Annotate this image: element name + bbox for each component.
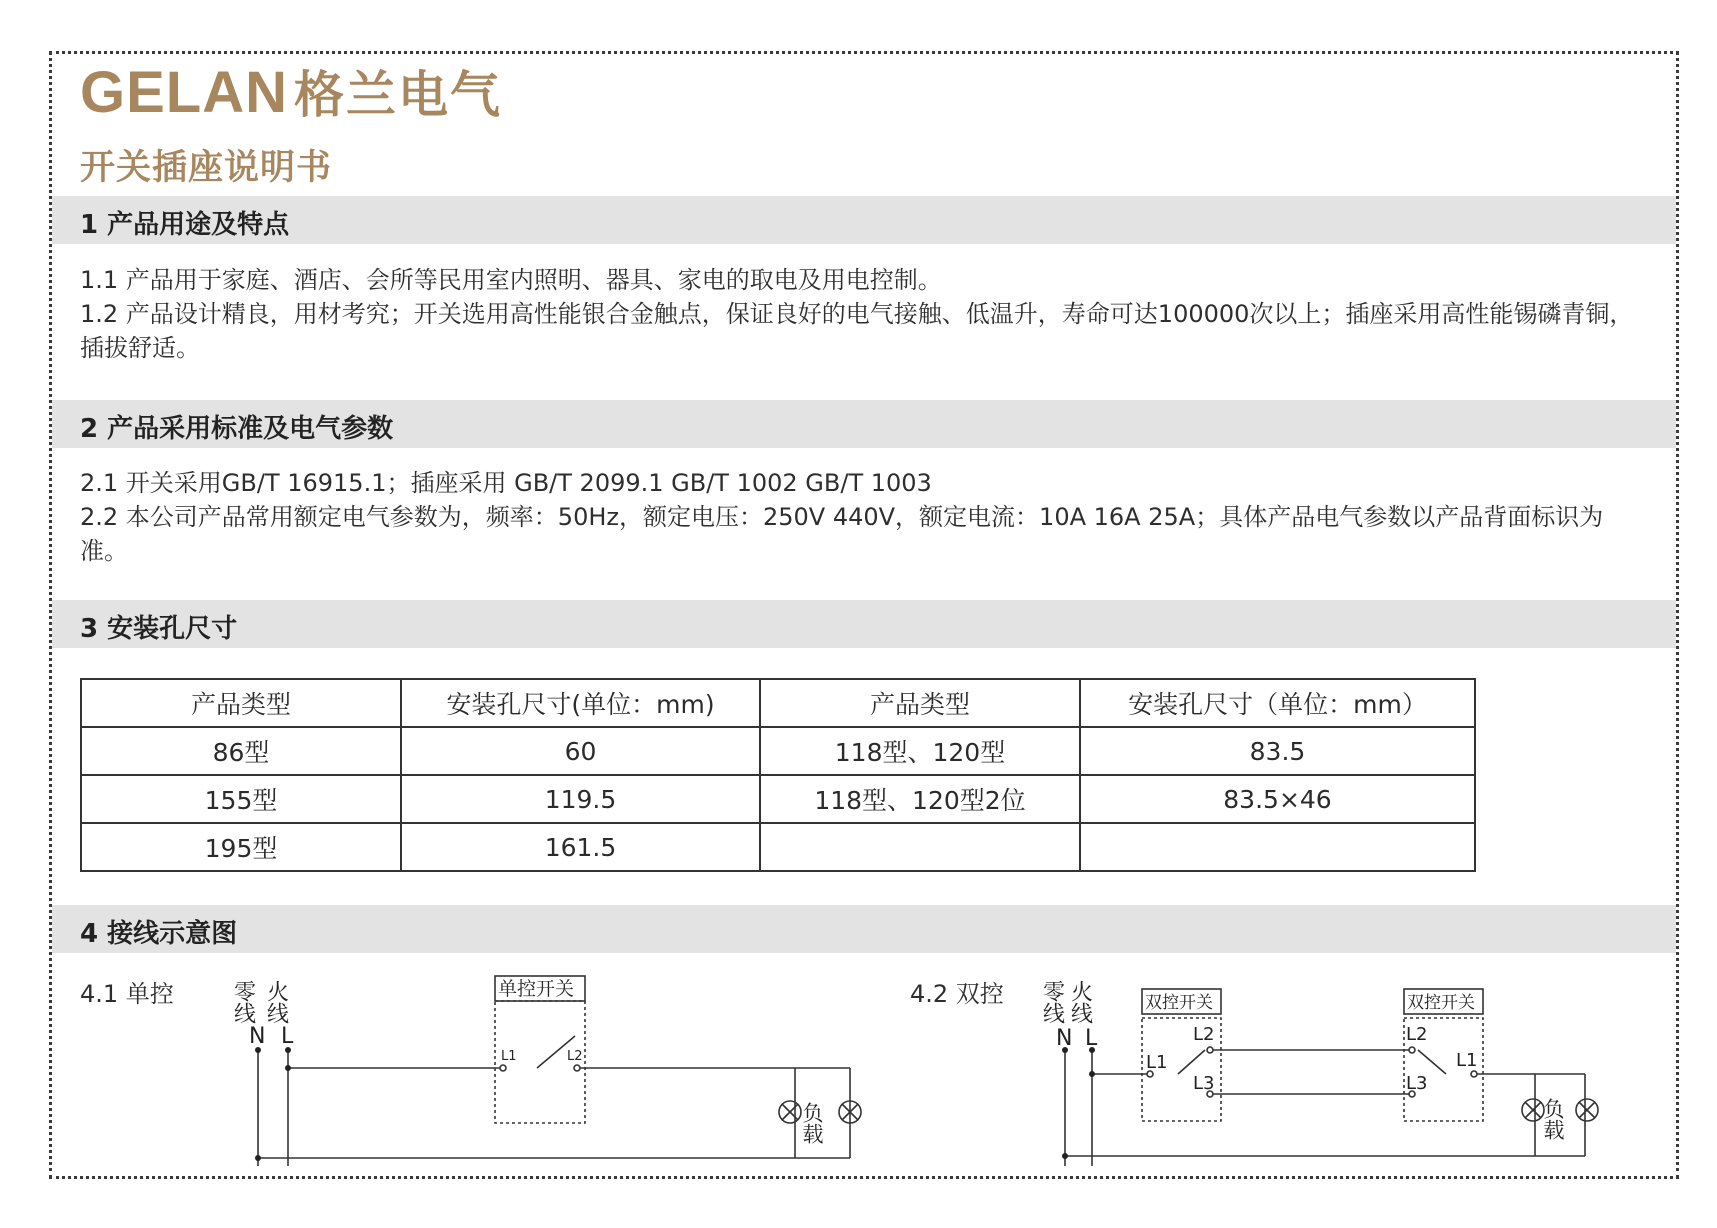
switch-terminal-l2: L2	[567, 1049, 583, 1064]
single-switch-label: 单控开关	[498, 978, 575, 1000]
table-cell: 83.5	[1080, 727, 1475, 775]
double-switch-label-left: 双控开关	[1145, 993, 1213, 1013]
table-header-cell: 安装孔尺寸（单位：mm）	[1080, 679, 1475, 727]
table-cell: 161.5	[401, 823, 760, 871]
terminal-dot	[500, 1065, 506, 1071]
double-control-caption: 4.2 双控	[910, 980, 1004, 1008]
live-terminal-label: L	[1085, 1026, 1098, 1051]
left-switch-l1: L1	[1146, 1052, 1168, 1073]
left-switch-l3: L3	[1193, 1073, 1215, 1094]
junction-dot	[1062, 1153, 1068, 1159]
left-switch-l2: L2	[1193, 1024, 1215, 1045]
double-switch-blade-right	[1418, 1050, 1446, 1074]
section-1-heading: 1 产品用途及特点	[80, 210, 290, 240]
right-switch-l2: L2	[1406, 1024, 1428, 1045]
section-2-line-2: 2.2 本公司产品常用额定电气参数为，频率：50Hz，额定电压：250V 440V，额定电流：10A 16A 25A；具体产品电气参数以产品背面标识为准。	[80, 503, 1604, 565]
live-wire-label: 火线	[263, 980, 289, 1024]
table-cell: 60	[401, 727, 760, 775]
double-switch-label-right: 双控开关	[1407, 993, 1475, 1013]
load-label: 负载	[1541, 1098, 1565, 1140]
terminal-dot	[1409, 1047, 1415, 1053]
load-label: 负载	[800, 1102, 824, 1144]
table-header-cell: 安装孔尺寸(单位：mm)	[401, 679, 760, 727]
junction-dot	[255, 1155, 261, 1161]
right-switch-l1: L1	[1456, 1050, 1478, 1071]
terminal-dot	[574, 1065, 580, 1071]
right-switch-l3: L3	[1406, 1073, 1428, 1094]
table-cell: 118型、120型	[760, 727, 1080, 775]
table-cell: 119.5	[401, 775, 760, 823]
single-control-caption: 4.1 单控	[80, 980, 174, 1008]
section-2-heading: 2 产品采用标准及电气参数	[80, 414, 394, 444]
terminal-dot	[1471, 1071, 1477, 1077]
table-header-cell: 产品类型	[81, 679, 401, 727]
junction-dot	[285, 1065, 291, 1071]
brand-latin: GELAN	[80, 60, 288, 125]
terminal-dot	[1207, 1047, 1213, 1053]
live-wire-label: 火线	[1067, 980, 1093, 1024]
section-1-line-2: 1.2 产品设计精良，用材考究；开关选用高性能银合金触点，保证良好的电气接触、低温升，寿命可达100000次以上；插座采用高性能锡磷青铜，插拔舒适。	[80, 300, 1634, 362]
neutral-wire-label: 零线	[1039, 980, 1065, 1024]
table-header-cell: 产品类型	[760, 679, 1080, 727]
table-cell: 195型	[81, 823, 401, 871]
neutral-terminal-label: N	[1056, 1026, 1073, 1051]
section-2-line-1: 2.1 开关采用GB/T 16915.1；插座采用 GB/T 2099.1 GB/T 1002 GB/T 1003	[80, 469, 932, 497]
table-cell: 155型	[81, 775, 401, 823]
section-4-heading: 4 接线示意图	[80, 919, 238, 949]
neutral-wire-label: 零线	[230, 980, 256, 1024]
section-3-heading: 3 安装孔尺寸	[80, 614, 238, 644]
double-switch-blade-left	[1178, 1050, 1205, 1074]
table-cell: 118型、120型2位	[760, 775, 1080, 823]
switch-terminal-l1: L1	[501, 1049, 517, 1064]
section-1-line-1: 1.1 产品用于家庭、酒店、会所等民用室内照明、器具、家电的取电及用电控制。	[80, 266, 942, 294]
brand-chinese: 格兰电气	[294, 66, 502, 124]
table-cell: 86型	[81, 727, 401, 775]
document-title: 开关插座说明书	[80, 148, 333, 188]
table-cell: 83.5×46	[1080, 775, 1475, 823]
neutral-terminal-label: N	[249, 1024, 266, 1049]
live-terminal-label: L	[281, 1024, 294, 1049]
junction-dot	[1089, 1071, 1095, 1077]
